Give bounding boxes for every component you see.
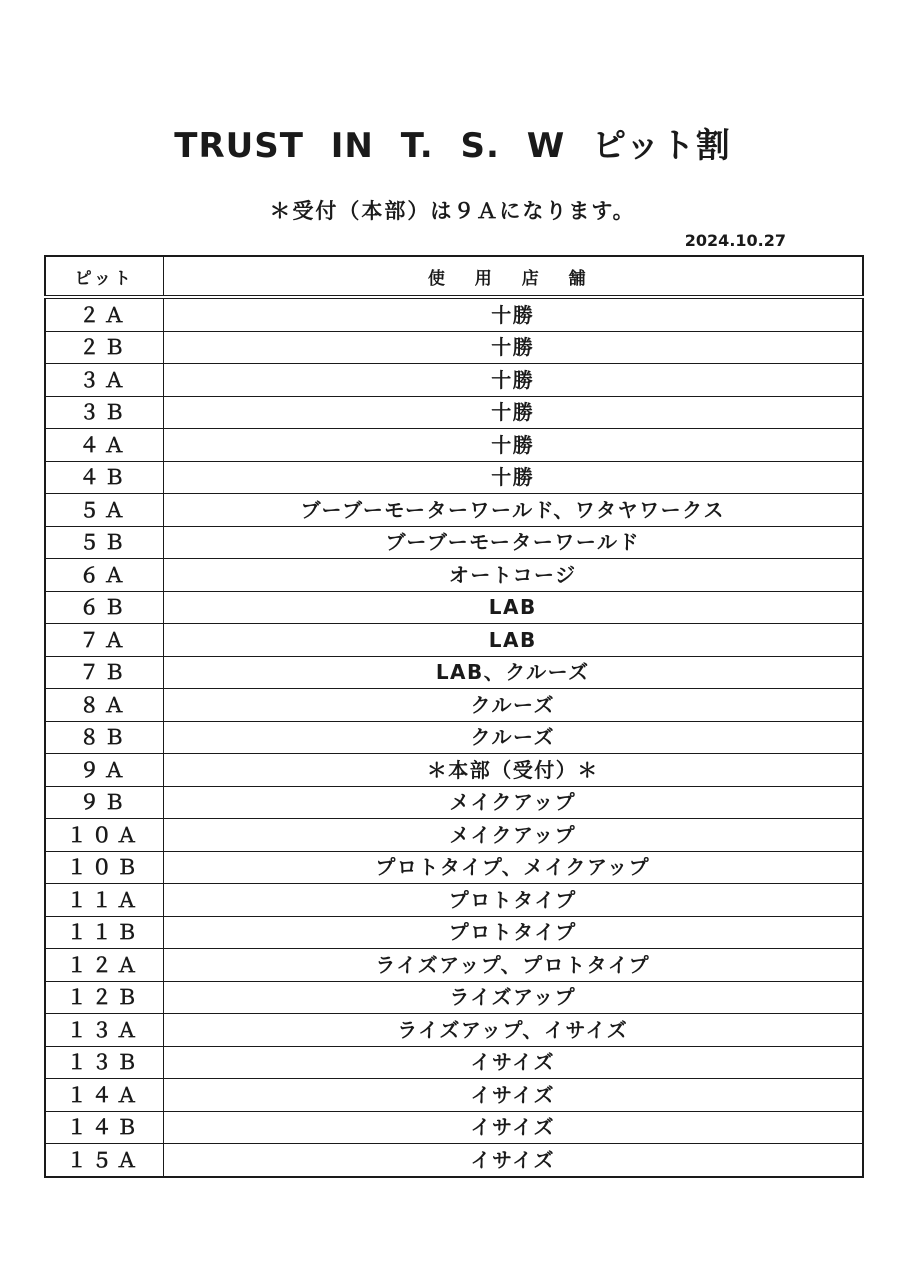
shop-cell: LAB、クルーズ [163,656,863,689]
shop-cell: 十勝 [163,331,863,364]
table-row [45,786,863,819]
shop-cell: LAB [163,624,863,657]
reception-note: ＊受付（本部）は９Ａになります。 [269,199,636,223]
table-row [45,949,863,982]
pit-cell: ９Ｂ [45,786,163,819]
header-pit: ピット [45,256,163,297]
shop-cell: クルーズ [163,721,863,754]
pit-assignment-table [44,255,864,1178]
pit-cell: ２Ｂ [45,331,163,364]
table-row [45,559,863,592]
table-row [45,331,863,364]
table-header [45,256,863,297]
pit-cell: １４Ｂ [45,1111,163,1144]
pit-cell: １１Ｂ [45,916,163,949]
pit-cell: １１Ａ [45,884,163,917]
shop-cell: プロトタイプ、メイクアップ [163,851,863,884]
table-row [45,819,863,852]
pit-cell: ７Ａ [45,624,163,657]
shop-cell: ライズアップ、イサイズ [163,1014,863,1047]
shop-cell: プロトタイプ [163,884,863,917]
pit-cell: ８Ａ [45,689,163,722]
table-row [45,624,863,657]
pit-cell: ６Ｂ [45,591,163,624]
table-row [45,1079,863,1112]
shop-cell: イサイズ [163,1079,863,1112]
table-row [45,364,863,397]
pit-cell: １５Ａ [45,1144,163,1177]
pit-cell: １２Ｂ [45,981,163,1014]
table-row [45,461,863,494]
table-row [45,494,863,527]
pit-cell: １０Ａ [45,819,163,852]
shop-cell: 十勝 [163,429,863,462]
shop-cell: オートコージ [163,559,863,592]
page-title: TRUST IN T. S. W ピット割 [174,126,731,166]
pit-cell: １３Ａ [45,1014,163,1047]
pit-cell: ９Ａ [45,754,163,787]
document-date: 2024.10.27 [684,231,786,250]
shop-cell: 十勝 [163,364,863,397]
shop-cell: ＊本部（受付）＊ [163,754,863,787]
pit-cell: １３Ｂ [45,1046,163,1079]
pit-cell: ３Ａ [45,364,163,397]
shop-cell: LAB [163,591,863,624]
pit-cell: １４Ａ [45,1079,163,1112]
table-row [45,721,863,754]
table-row [45,396,863,429]
table-row [45,526,863,559]
table-row [45,297,863,331]
pit-cell: ６Ａ [45,559,163,592]
pit-cell: ４Ｂ [45,461,163,494]
shop-cell: イサイズ [163,1144,863,1177]
pit-cell: ７Ｂ [45,656,163,689]
header-shop: 使 用 店 舗 [163,256,863,297]
shop-cell: 十勝 [163,297,863,331]
table-row [45,1111,863,1144]
header-row [45,256,863,297]
shop-cell: ブーブーモーターワールド、ワタヤワークス [163,494,863,527]
shop-cell: メイクアップ [163,786,863,819]
shop-cell: イサイズ [163,1046,863,1079]
shop-cell: ライズアップ、プロトタイプ [163,949,863,982]
shop-cell: メイクアップ [163,819,863,852]
table-row [45,884,863,917]
pit-cell: ３Ｂ [45,396,163,429]
table-row [45,656,863,689]
shop-cell: ライズアップ [163,981,863,1014]
shop-cell: ブーブーモーターワールド [163,526,863,559]
table-row [45,1144,863,1177]
pit-cell: ４Ａ [45,429,163,462]
table-row [45,1014,863,1047]
pit-cell: ２Ａ [45,297,163,331]
table-row [45,981,863,1014]
table-body [45,297,863,1177]
table-row [45,1046,863,1079]
pit-cell: １０Ｂ [45,851,163,884]
pit-cell: ５Ｂ [45,526,163,559]
pit-cell: ５Ａ [45,494,163,527]
table-row [45,429,863,462]
table-row [45,851,863,884]
table-row [45,916,863,949]
table-row [45,754,863,787]
table-row [45,689,863,722]
pit-cell: １２Ａ [45,949,163,982]
shop-cell: 十勝 [163,461,863,494]
shop-cell: 十勝 [163,396,863,429]
shop-cell: イサイズ [163,1111,863,1144]
pit-cell: ８Ｂ [45,721,163,754]
shop-cell: クルーズ [163,689,863,722]
shop-cell: プロトタイプ [163,916,863,949]
table-row [45,591,863,624]
